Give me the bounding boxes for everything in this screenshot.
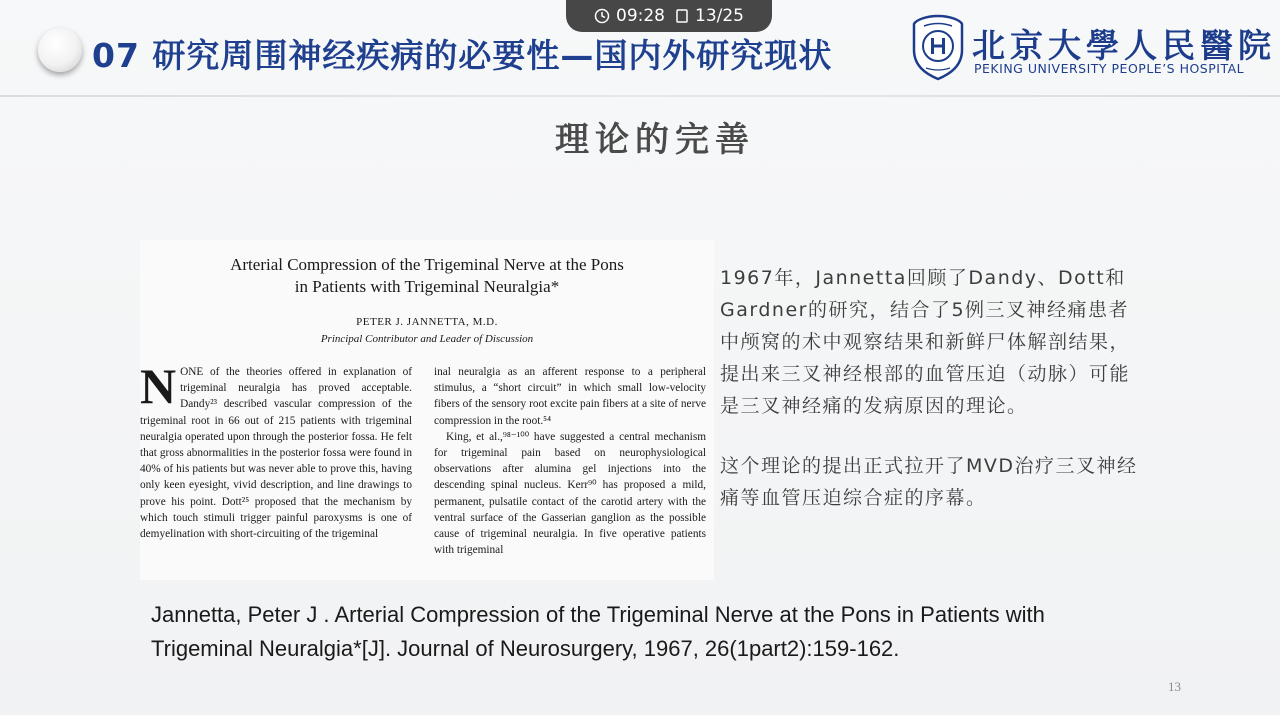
- paper-col2-paragraph-2: King, et al.,⁹⁸⁻¹⁰⁰ have suggested a central mechanism for trigeminal pain based on neurophysiological observations after alumina gel injections into the descending spinal nucleus. Kerr⁹⁰ has proposed a mild, permanent, pulsatile contact of the carotid artery with the ventral surface of the Gasserian ganglion as the possible cause of trigeminal neuralgia. In five operative patients with trigeminal: [434, 430, 706, 557]
- slide-page-number: 13: [1168, 679, 1181, 694]
- paper-author: PETER J. JANNETTA, M.D.: [356, 316, 498, 328]
- summary-text-block: [720, 262, 1140, 514]
- paper-title: [140, 254, 714, 298]
- paper-col1-paragraph: ONE of the theories offered in explanation of trigeminal neuralgia has proved acceptable. Dandy²³ described vascular compression of the trigeminal root in 66 out of 215 patients with trigeminal neuralgia operated upon through the posterior fossa. He felt that gross abnormalities in the posterior fossa were found in 40% of his patients but was never able to prove this, having only keen eyesight, vivid description, and line drawings to prove his point. Dott²⁵ proposed that the mechanism by which touch stimuli trigger painful paroxysms is one of demyelination with short-circuiting of the trigeminal: [140, 366, 412, 541]
- hospital-name-chinese: 北京大學人民醫院: [972, 26, 1276, 65]
- paper-column-right: [434, 364, 706, 558]
- paper-title-line-2: in Patients with Trigeminal Neuralgia*: [294, 277, 560, 296]
- paper-dropcap: N: [140, 358, 177, 414]
- status-time: 09:28: [616, 6, 665, 26]
- summary-paragraph-1: 1967年，Jannetta回顾了Dandy、Dott和Gardner的研究，结合了5例三叉神经痛患者中颅窝的术中观察结果和新鲜尸体解剖结果，提出来三叉神经根部的血管压迫（动脉）可能是三叉神经痛的发病原因的理论。: [720, 267, 1131, 417]
- slide-title: 07 研究周围神经疾病的必要性—国内外研究现状: [92, 36, 833, 75]
- paper-col2-paragraph-1: inal neuralgia as an afferent response to a peripheral stimulus, a “short circuit” in which small low-velocity fibers of the sensory root excite pain fibers at a site of nerve compression in the root.⁵⁴: [434, 366, 706, 427]
- slide-subtitle: 理论的完善: [555, 120, 755, 160]
- summary-paragraph-2: 这个理论的提出正式拉开了MVD治疗三叉神经痛等血管压迫综合症的序幕。: [720, 455, 1138, 509]
- presentation-status-bar[interactable]: [566, 0, 772, 32]
- title-divider: [0, 95, 1280, 97]
- pages-icon: [675, 8, 689, 24]
- paper-column-left: [140, 358, 412, 542]
- status-slide-counter: 13/25: [695, 6, 744, 26]
- title-bullet-circle: [38, 28, 82, 72]
- paper-title-line-1: Arterial Compression of the Trigeminal Nerve at the Pons: [230, 255, 624, 274]
- paper-excerpt-image: [140, 240, 714, 580]
- hospital-emblem-icon: [910, 12, 966, 82]
- hospital-name-english: PEKING UNIVERSITY PEOPLE’S HOSPITAL: [974, 61, 1245, 76]
- paper-author-role: Principal Contributor and Leader of Discussion: [320, 333, 534, 345]
- reference-citation: Jannetta, Peter J . Arterial Compression of the Trigeminal Nerve at the Pons in Patients with Trigeminal Neuralgia*[J]. Journal of Neurosurgery, 1967, 26(1part2):159-162.: [151, 602, 1045, 661]
- clock-icon: [594, 8, 610, 24]
